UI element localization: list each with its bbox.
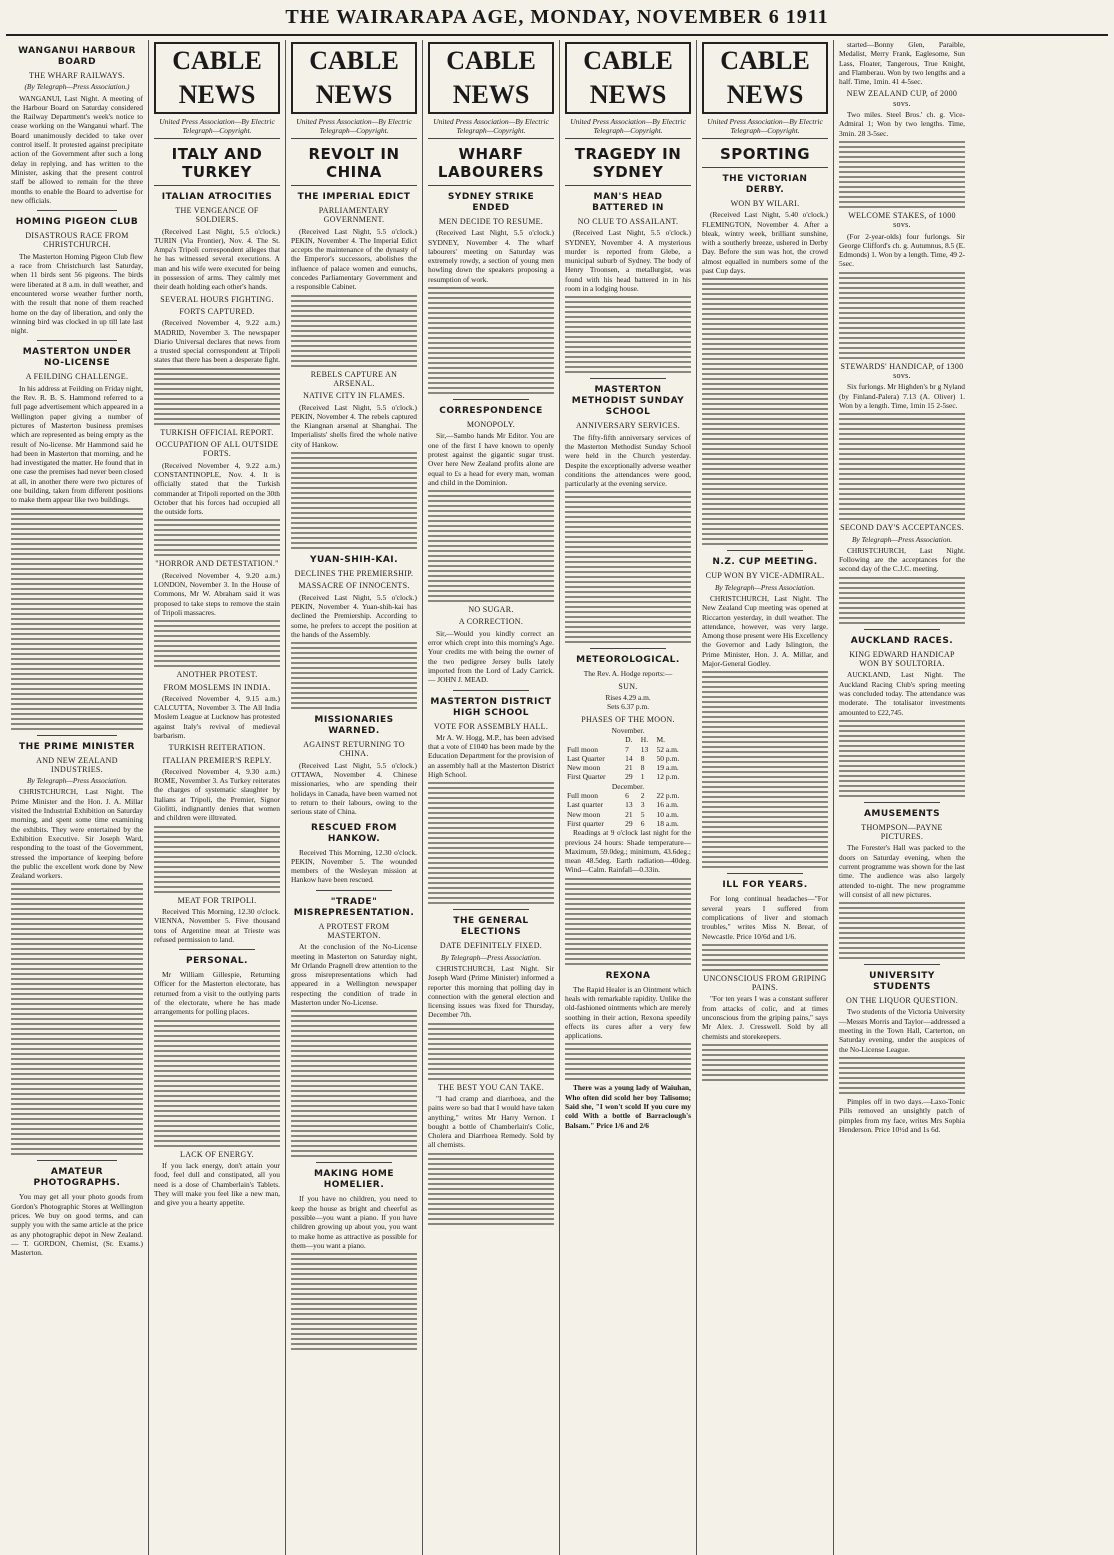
headline: AMATEUR PHOTOGRAPHS. — [33, 1167, 121, 1189]
article-text: started—Bonny Glen, Paraible, Medalist, Merry Frank, Eaglesome, Sun Lass, Floater, Tangerous, True Knight, and Flamberau. Won by two lengths and a half. Time, 1min. 41 4-5sec. — [839, 40, 965, 87]
table-cell: First quarter — [567, 818, 604, 828]
text-filler — [565, 1043, 691, 1080]
headline: THE PRIME MINISTER — [19, 741, 135, 752]
article-text: (Received November 4, 9.20 a.m.) LONDON, November 3. In the House of Commons, Mr W. Abraham said it was proposed to take steps to remove the stain of Tripoli massacres. — [154, 570, 280, 617]
text-filler — [839, 577, 965, 624]
text-filler — [291, 1010, 417, 1157]
subheadline: FORTS CAPTURED. — [179, 306, 255, 316]
article-text: WANGANUI, Last Night. A meeting of the Harbour Board on Saturday considered the Railway Department's week's notice to cease working on the Wanganui wharf. The Board unanimously decided to take over control itself. It protested against precipitate action of the Government after such a long delay in replying, and has written to the Minister, asking that the present control staff be allowed to remain for the three months to enable the Board to advertise for new officials. — [11, 93, 143, 205]
press-credit: United Press Association—By Electric Telegraph—Copyright. — [702, 117, 828, 139]
subheadline: WON BY WILARI. — [730, 199, 800, 208]
text-filler — [428, 1153, 554, 1225]
article-text: CHRISTCHURCH, Last Night. The New Zealand Cup meeting was opened at Riccarton yesterday, in dull weather. The attendance, however, was very large. Among those present were His Excellency the Governor and Lady Islington, the Prime Minister, Hon. J. A. Millar, and Major-General Godley. — [702, 593, 828, 669]
moon-month: December. — [611, 781, 645, 791]
divider — [864, 964, 940, 965]
headline: MASTERTON METHODIST SUNDAY SCHOOL — [571, 385, 685, 418]
byline: By Telegraph—Press Association. — [851, 534, 953, 544]
divider — [727, 550, 803, 551]
article-text: Mr A. W. Hogg, M.P., has been advised that a vote of £1040 has been made by the Education Department for the provision of an assembly hall at the Masterton District High School. — [428, 732, 554, 780]
subheadline: AGAINST RETURNING TO CHINA. — [303, 740, 405, 759]
meteorological-intro: The Rev. A. Hodge reports:— — [583, 669, 673, 679]
divider — [864, 629, 940, 630]
subheadline: DISASTROUS RACE FROM CHRISTCHURCH. — [25, 231, 129, 250]
subheadline: CUP WON BY VICE-ADMIRAL. — [705, 571, 825, 581]
sun-set: Sets 6.37 p.m. — [606, 702, 650, 712]
article-text: (Received November 4, 9.22 a.m.) CONSTANTINOPLE, Nov. 4. It is officially stated that the Turkish commander at Tripoli reported on the 30th October that his forces had occupied all the outside forts. — [154, 460, 280, 517]
article-text: Six furlongs. Mr Highden's br g Nyland (by Finland-Palera) 7.13 (A. Oliver) 1. Won by a length. Time, 1min 15 2-5sec. — [839, 382, 965, 410]
article-text: The fifty-fifth anniversary services of the Masterton Methodist Sunday School were held in the Church yesterday. Despite the exceptionally adverse weather conditions the attendances were good, particularly at the evening service. — [565, 432, 691, 489]
subheadline: AND NEW ZEALAND INDUSTRIES. — [36, 755, 118, 774]
article-text: (Received Last Night, 5.40 o'clock.) FLEMINGTON, November 4. After a bleak, wintry week, brilliant sunshine, with a southerly breeze, ushered in Derby Day. Before the sun was hot, the crowd almost equalled in numbers some of the past Cup days. — [702, 210, 828, 276]
headline: ILL FOR YEARS. — [722, 880, 808, 891]
headline: THE GENERAL ELECTIONS — [453, 916, 529, 938]
article-text: The Masterton Homing Pigeon Club flew a race from Christchurch last Saturday, when 11 birds sent 56 pigeons. The birds were liberated at 8 a.m. in dull weather, and encountered worse weather further north, with the result that none of them reached home on the day of liberation, and only the winning bird was clocked in up till late last night. — [11, 251, 143, 336]
subheadline: MAN'S HEAD BATTERED IN — [592, 192, 664, 213]
table-header: D. — [625, 735, 633, 745]
subheadline: ITALIAN ATROCITIES — [161, 192, 273, 202]
headline: ITALY AND TURKEY — [154, 145, 280, 186]
text-filler — [11, 508, 143, 730]
subheadline: NO SUGAR. — [468, 605, 514, 615]
subheadline: A FEILDING CHALLENGE. — [25, 372, 129, 382]
article-text: AUCKLAND, Last Night. The Auckland Racing Club's spring meeting was concluded today. The attendance was moderate. The totalisator investments amounted to £22,745. — [839, 670, 965, 717]
subheadline: OCCUPATION OF ALL OUTSIDE FORTS. — [155, 440, 279, 459]
article-text: CHRISTCHURCH, Last Night. Following are the acceptances for the second day of the C.J.C. meeting. — [839, 545, 965, 574]
subheadline: A PROTEST FROM MASTERTON. — [318, 921, 390, 940]
section-banner: CABLE NEWS — [154, 42, 280, 114]
press-credit: United Press Association—By Electric Telegraph—Copyright. — [428, 117, 554, 139]
moon-table — [565, 735, 691, 828]
section-banner: CABLE NEWS — [702, 42, 828, 114]
article-text: Sir,—Would you kindly correct an error which crept into this morning's Age. Your credits me with being the owner of the two pedigree Jersey bulls lately imported from the Lord of Lady Carrick. — JOHN J. MEAD. — [428, 628, 554, 685]
table-cell: 18 a.m. — [656, 818, 679, 828]
divider — [37, 340, 116, 341]
text-filler — [702, 278, 828, 545]
table-cell: 14 — [625, 753, 633, 763]
article-text: At the conclusion of the No-License meeting in Masterton on Saturday night, Mr Orlando Pragnell drew attention to the gross misrepresentations which had appeared in a Wellington newspaper respecting the condition of trade in Masterton under No-License. — [291, 942, 417, 1008]
column-5 — [560, 40, 697, 1555]
table-header — [565, 735, 623, 744]
text-filler — [291, 1253, 417, 1350]
subheadline: MEN DECIDE TO RESUME. — [438, 217, 544, 226]
table-cell: 21 — [625, 809, 633, 819]
headline: AUCKLAND RACES. — [850, 635, 954, 646]
article-text: Two students of the Victoria University—Messrs Morris and Taylor—addressed a meeting in the Town Hall, Carterton, on Saturday evening, under the auspices of the No-License League. — [839, 1007, 965, 1054]
article-text: CHRISTCHURCH, Last Night. The Prime Minister and the Hon. J. A. Millar visited the Industrial Exhibition on Saturday morning, and spent some time examining the exhibits. They were entertained by the Exhibition Executive. Sir Joseph Ward, responding to the toast of the Government, stressed the importance of keeping before the public the excellent work done by New Zealand workers. — [11, 787, 143, 881]
byline: By Telegraph—Press Association. — [440, 952, 542, 962]
headline: HOMING PIGEON CLUB — [15, 217, 139, 228]
subheadline: LACK OF ENERGY. — [180, 1149, 254, 1159]
text-filler — [839, 720, 965, 797]
subheadline: ANOTHER PROTEST. — [176, 670, 258, 680]
table-cell: 12 p.m. — [656, 772, 680, 782]
table-header-row — [565, 735, 691, 744]
subheadline: MASSACRE OF INNOCENTS. — [298, 581, 410, 591]
table-cell: Last Quarter — [567, 753, 605, 763]
headline: "TRADE" MISREPRESENTATION. — [293, 896, 415, 918]
subheadline: WELCOME STAKES, of 1000 sovs. — [848, 210, 956, 230]
text-filler — [154, 1020, 280, 1147]
table-cell: 50 p.m. — [656, 753, 680, 763]
subheadline: VOTE FOR ASSEMBLY HALL. — [433, 721, 549, 731]
article-text: (For 2-year-olds) four furlongs. Sir George Clifford's ch. g. Autumnus, 8.5 (E. Edmonds) 1. Won by a length. Time, 49 2-5sec. — [839, 231, 965, 269]
press-credit: United Press Association—By Electric Telegraph—Copyright. — [565, 117, 691, 139]
divider — [727, 873, 803, 874]
subheadline: MEAT FOR TRIPOLI. — [177, 895, 257, 905]
subheadline: SEVERAL HOURS FIGHTING. — [160, 294, 274, 304]
table-cell: 8 — [640, 753, 645, 763]
headline: N.Z. CUP MEETING. — [712, 557, 818, 568]
divider — [37, 1160, 116, 1161]
divider — [37, 210, 116, 211]
table-cell: Full moon — [567, 791, 599, 801]
article-text: (Received Last Night, 5.5 o'clock.) PEKIN, November 4. The rebels captured the Kiangnan arsenal at Shanghai. The Imperialists' shells fired the whole native city of Hankow. — [291, 402, 417, 449]
subheadline: TURKISH OFFICIAL REPORT. — [160, 427, 274, 437]
table-cell: 6 — [640, 818, 645, 828]
subheadline: NO CLUE TO ASSAILANT. — [577, 217, 679, 226]
text-filler — [428, 490, 554, 602]
subheadline: REBELS CAPTURE AN ARSENAL. — [310, 369, 398, 388]
text-filler — [291, 452, 417, 549]
column-1 — [6, 40, 149, 1555]
headline: RESCUED FROM HANKOW. — [311, 822, 397, 844]
text-filler — [291, 295, 417, 367]
table-cell: 10 a.m. — [656, 809, 679, 819]
text-filler — [428, 1023, 554, 1080]
moon-month: November. — [611, 725, 645, 735]
article-text: (Received November 4, 9.22 a.m.) MADRID, November 3. The newspaper Diario Universal declares that news from a trusted special correspondent at Tripoli states that there has been a desperate fight. — [154, 318, 280, 365]
article-text: (Received Last Night, 5.5 o'clock.) OTTAWA, November 4. Chinese missionaries, who are spending their holidays in Canada, have been warned not to return to their labours, owing to the serious state of China. — [291, 760, 417, 817]
text-filler — [154, 620, 280, 667]
subheadline: ANNIVERSARY SERVICES. — [575, 421, 681, 431]
table-row — [565, 810, 691, 819]
article-text: Pimples off in two days.—Laxo-Tonic Pills removed an unsightly patch of pimples from my face, writes Mrs Sophia Henderson. Price 10½d and 1s 6d. — [839, 1096, 965, 1134]
table-header: M. — [656, 735, 666, 745]
headline: METEOROLOGICAL. — [576, 655, 680, 666]
subheadline: NATIVE CITY IN FLAMES. — [303, 391, 405, 401]
divider — [316, 1162, 392, 1163]
subheadline: TURKISH REITERATION. — [168, 743, 266, 753]
article-text: The Forester's Hall was packed to the doors on Saturday evening, when the current programme was shown for the last time. The audience was also largely attended to-night. The new programme will consist of all new pictures. — [839, 843, 965, 899]
article-text: "I had cramp and diarrhoea, and the pains were so bad that I would have taken anything," writes Mr Harry Vernon. I bought a bottle of Chamberlain's Colic, Cholera and Diarrhoea Remedy. Sold by all chemists. — [428, 1093, 554, 1150]
article-text: (Received Last Night, 5.5 o'clock.) PEKIN, November 4. The Imperial Edict accepts the maintenance of the dynasty of the Emperor's successors, abolishes the influence of palace women and eunuchs, concedes Parliamentary Government and a responsible Cabinet. — [291, 226, 417, 292]
section-banner: CABLE NEWS — [428, 42, 554, 114]
article-text: (Received Last Night, 5.5 o'clock.) SYDNEY, November 4. The wharf labourers' meeting on Saturday was extremely rowdy, a section of young men howling down the speakers proposing a resumption of work. — [428, 228, 554, 284]
table-cell: 2 — [640, 791, 645, 801]
table-row — [565, 791, 691, 800]
subheadline: FROM MOSLEMS IN INDIA. — [163, 682, 271, 692]
article-text: (Received Last Night, 5.5 o'clock.) PEKIN, November 4. Yuan-shih-kai has declined the Premiership. According to some, he prefers to accept the position at the hands of the Assembly. — [291, 592, 417, 639]
article-text: (Received Last Night, 5.5 o'clock.) TURIN (Via Frontier), Nov. 4. The St. Ampa's Tripoli correspondent alleges that he has witnessed several executions. A man and his wife were executed for being in possession of arms. They calmly met their death holding each other's hands. — [154, 226, 280, 292]
headline: REXONA — [605, 970, 651, 981]
article-text: In his address at Feilding on Friday night, the Rev. R. B. S. Hammond referred to a full page advertisement which appeared in a Wellington paper giving a number of pictures of Masterton business premises which are represented as being empty as the result of No-license. Mr Hammond said he had been in Masterton that morning, and he had investigated the matter. He found that in one case the premises had never been closed at all, in another there were two pictures of one building, taken from different positions to make them appear like two buildings. — [11, 383, 143, 505]
byline: By Telegraph—Press Association. — [714, 582, 816, 592]
table-row — [565, 763, 691, 772]
table-row — [565, 800, 691, 809]
headline: TRAGEDY IN SYDNEY — [565, 145, 691, 186]
table-cell: 29 — [625, 772, 633, 782]
text-filler — [702, 1044, 828, 1081]
article-text: You may get all your photo goods from Gordon's Photographic Stores at Wellington prices. We buy on good terms, and can supply you with the same article at the price as any photographic depot in New Zealand. — T. GORDON, Chemist, (Sr. Exams.) Masterton. — [11, 1192, 143, 1258]
article-text: "For ten years I was a constant sufferer from attacks of colic, and at times unconscious from the griping pains," says Mr Alex. J. Cresswell. Sold by all chemists and storekeepers. — [702, 994, 828, 1041]
table-cell: 21 — [625, 763, 633, 773]
article-text: If you lack energy, don't attain your food, feel dull and constipated, all you need is a dose of Chamberlain's Tablets. They will make you feel like a new man, and give you a hearty appetite. — [154, 1160, 280, 1208]
subheadline: "HORROR AND DETESTATION." — [155, 559, 279, 569]
text-filler — [565, 878, 691, 965]
article-text: (Received November 4, 9.15 a.m.) CALCUTTA, November 3. The All India Moslem League at Lucknow has protested against Italy's revival of medieval barbarism. — [154, 693, 280, 740]
article-text: Sir,—Sambo hands Mr Editor. You are one of the first I have known to openly protest against the gigantic sugar trust. Over here New Zealand profits alone are equal to £s a head for every man, woman and child in the Dominion. — [428, 431, 554, 487]
table-row — [565, 754, 691, 763]
text-filler — [565, 491, 691, 643]
table-cell: 22 p.m. — [656, 791, 680, 801]
sun-label: SUN. — [618, 681, 638, 691]
table-cell: 29 — [625, 818, 633, 828]
table-row — [565, 772, 691, 781]
headline: YUAN-SHIH-KAI. — [309, 555, 399, 566]
divider — [590, 378, 666, 379]
text-filler — [428, 782, 554, 904]
headline: MISSIONARIES WARNED. — [314, 715, 394, 737]
table-cell: 8 — [640, 763, 645, 773]
subheadline: DATE DEFINITELY FIXED. — [439, 941, 543, 951]
headline: AMUSEMENTS — [863, 808, 941, 819]
text-filler — [154, 368, 280, 425]
headline: CORRESPONDENCE — [439, 406, 543, 417]
table-cell: 13 — [640, 744, 649, 754]
text-filler — [154, 826, 280, 893]
table-row — [565, 745, 691, 754]
text-filler — [11, 883, 143, 1155]
press-credit: United Press Association—By Electric Telegraph—Copyright. — [291, 117, 417, 139]
subheadline: PARLIAMENTARY GOVERNMENT. — [318, 206, 390, 225]
moon-title: PHASES OF THE MOON. — [581, 714, 675, 724]
text-filler — [565, 296, 691, 373]
text-filler — [154, 519, 280, 556]
subheadline: THOMPSON—PAYNE PICTURES. — [861, 822, 943, 842]
table-cell: First Quarter — [567, 772, 606, 782]
subheadline: SECOND DAY'S ACCEPTANCES. — [840, 523, 964, 533]
subheadline: THE WHARF RAILWAYS. — [28, 71, 125, 80]
table-cell: 5 — [640, 809, 645, 819]
headline: WANGANUI HARBOUR BOARD — [18, 46, 136, 67]
table-cell: New moon — [567, 809, 601, 819]
article-text: Received This Morning, 12.30 o'clock. VIENNA, November 5. Five thousand tons of Argentine meat at Trieste was refused permission to land. — [154, 906, 280, 944]
column-2 — [149, 40, 286, 1555]
subheadline: THE VENGEANCE OF SOLDIERS. — [175, 206, 259, 225]
table-cell: 16 a.m. — [656, 800, 679, 810]
subheadline: ON THE LIQUOR QUESTION. — [845, 996, 959, 1006]
advertisement-text: There was a young lady of Waiuhan, Who often did scold her boy Talisomo; Said she, "I won't scold If you cure my cold With a bottle of Barraclough's Balsam." Price 1/6 and 2/6 — [565, 1083, 691, 1130]
press-credit: United Press Association—By Electric Telegraph—Copyright. — [154, 117, 280, 139]
headline: REVOLT IN CHINA — [291, 145, 417, 186]
table-cell: Last quarter — [567, 800, 604, 810]
table-cell: 13 — [625, 800, 633, 810]
headline: MASTERTON DISTRICT HIGH SCHOOL — [430, 696, 552, 718]
divider — [453, 399, 529, 400]
table-cell: 19 a.m. — [656, 763, 679, 773]
article-text: (Received November 4, 9.30 a.m.) ROME, November 3. As Turkey reiterates the charges of systematic slaughter by Italians at Tripoli, the Premier, Signor Giolitti, indignantly denies that women and children were illtreated. — [154, 766, 280, 823]
subheadline: THE VICTORIAN DERBY. — [722, 174, 808, 195]
text-filler — [839, 1057, 965, 1094]
subheadline: A CORRECTION. — [458, 617, 524, 627]
article-text: (Received Last Night, 5.5 o'clock.) SYDNEY, November 4. A mysterious murder is reported from Glebe, a municipal suburb of Sydney. The body of Henry Troonsen, a metallurgist, was found with his head battered in in his room in a lodging house. — [565, 228, 691, 294]
byline: (By Telegraph—Press Association.) — [24, 82, 130, 92]
headline: WHARF LABOURERS — [428, 145, 554, 186]
subheadline: THE IMPERIAL EDICT — [297, 192, 411, 202]
text-filler — [702, 944, 828, 971]
subheadline: STEWARDS' HANDICAP, of 1300 sovs. — [840, 361, 964, 381]
headline: MAKING HOME HOMELIER. — [313, 1169, 395, 1191]
divider — [37, 735, 116, 736]
text-filler — [291, 642, 417, 709]
table-cell: New moon — [567, 763, 601, 773]
text-filler — [702, 671, 828, 868]
subheadline: MONOPOLY. — [466, 420, 516, 430]
column-3 — [286, 40, 423, 1555]
masthead: THE WAIRARAPA AGE, MONDAY, NOVEMBER 6 1911 — [6, 0, 1108, 36]
column-7 — [834, 40, 970, 1555]
headline: MASTERTON UNDER NO-LICENSE — [22, 347, 132, 369]
article-text: Two miles. Steel Bros.' ch. g. Vice-Admiral 1; Won by two lengths. Time, 3min. 28 3-5sec. — [839, 110, 965, 138]
article-text: The Rapid Healer is an Ointment which heals with remarkable rapidity. Unlike the old-fashioned ointments which are merely soothing in their action, Rexona speedily effects its cures after a very few applications. — [565, 984, 691, 1041]
table-cell: Full moon — [567, 744, 599, 754]
columns — [6, 40, 1108, 1555]
divider — [864, 802, 940, 803]
table-row — [565, 819, 691, 828]
table-cell: 52 a.m. — [656, 744, 679, 754]
section-banner: CABLE NEWS — [565, 42, 691, 114]
table-cell: 6 — [625, 791, 629, 801]
text-filler — [839, 902, 965, 959]
article-text: If you have no children, you need to keep the house as bright and cheerful as possible—you want a piano. If you have children growing up about you, you want to make home as attractive as possible for them—you want a piano. — [291, 1194, 417, 1250]
section-banner: CABLE NEWS — [291, 42, 417, 114]
headline: PERSONAL. — [186, 956, 248, 967]
byline: By Telegraph—Press Association. — [26, 776, 128, 786]
article-text: Readings at 9 o'clock last night for the previous 24 hours: Shade temperature—Maximum, 59.0deg.; minimum, 43.6deg.; mean 48.5deg. Earth radiation—40deg. Wind—Calm. Rainfall—0.33in. — [565, 828, 691, 875]
divider — [453, 909, 529, 910]
subheadline: ITALIAN PREMIER'S REPLY. — [162, 755, 272, 765]
subheadline: KING EDWARD HANDICAP WON BY SOULTORIA. — [849, 649, 955, 669]
article-text: For long continual headaches—"For several years I suffered from complications of liver and stomach troubles," writes Miss N. Brear, of Newcastle. Price 10/6d and 1/6. — [702, 894, 828, 941]
subheadline: NEW ZEALAND CUP, of 2000 sovs. — [846, 89, 958, 108]
article-text: CHRISTCHURCH, Last Night. Sir Joseph Ward (Prime Minister) informed a reporter this morning that polling day in connection with the general election and licensing issues was fixed for Thursday, December 7th. — [428, 963, 554, 1020]
article-text: Mr William Gillespie, Returning Officer for the Masterton electorate, has returned from a visit to the outlying parts of the electorate, where he has made arrangements for polling places. — [154, 970, 280, 1017]
subheadline: UNCONSCIOUS FROM GRIPING PAINS. — [703, 973, 827, 993]
article-text: Received This Morning, 12.30 o'clock. PEKIN, November 5. The wounded members of the Wesleyan mission at Hankow have been rescued. — [291, 847, 417, 885]
column-4 — [423, 40, 560, 1555]
subheadline: SYDNEY STRIKE ENDED — [447, 192, 535, 213]
table-cell: 1 — [640, 772, 645, 782]
text-filler — [839, 272, 965, 359]
table-header: H. — [640, 735, 649, 745]
column-6 — [697, 40, 834, 1555]
text-filler — [839, 413, 965, 520]
sun-rise: Rises 4.29 a.m. — [605, 693, 651, 703]
divider — [453, 690, 529, 691]
subheadline: THE BEST YOU CAN TAKE. — [437, 1082, 545, 1092]
divider — [590, 648, 666, 649]
table-cell: 3 — [640, 800, 645, 810]
headline: SPORTING — [702, 145, 828, 168]
text-filler — [839, 141, 965, 208]
table-cell: 7 — [625, 744, 629, 754]
divider — [316, 890, 392, 891]
text-filler — [428, 287, 554, 394]
subheadline: DECLINES THE PREMIERSHIP. — [294, 569, 414, 579]
table-row — [565, 782, 691, 791]
divider — [179, 949, 255, 950]
headline: UNIVERSITY STUDENTS — [869, 971, 935, 993]
